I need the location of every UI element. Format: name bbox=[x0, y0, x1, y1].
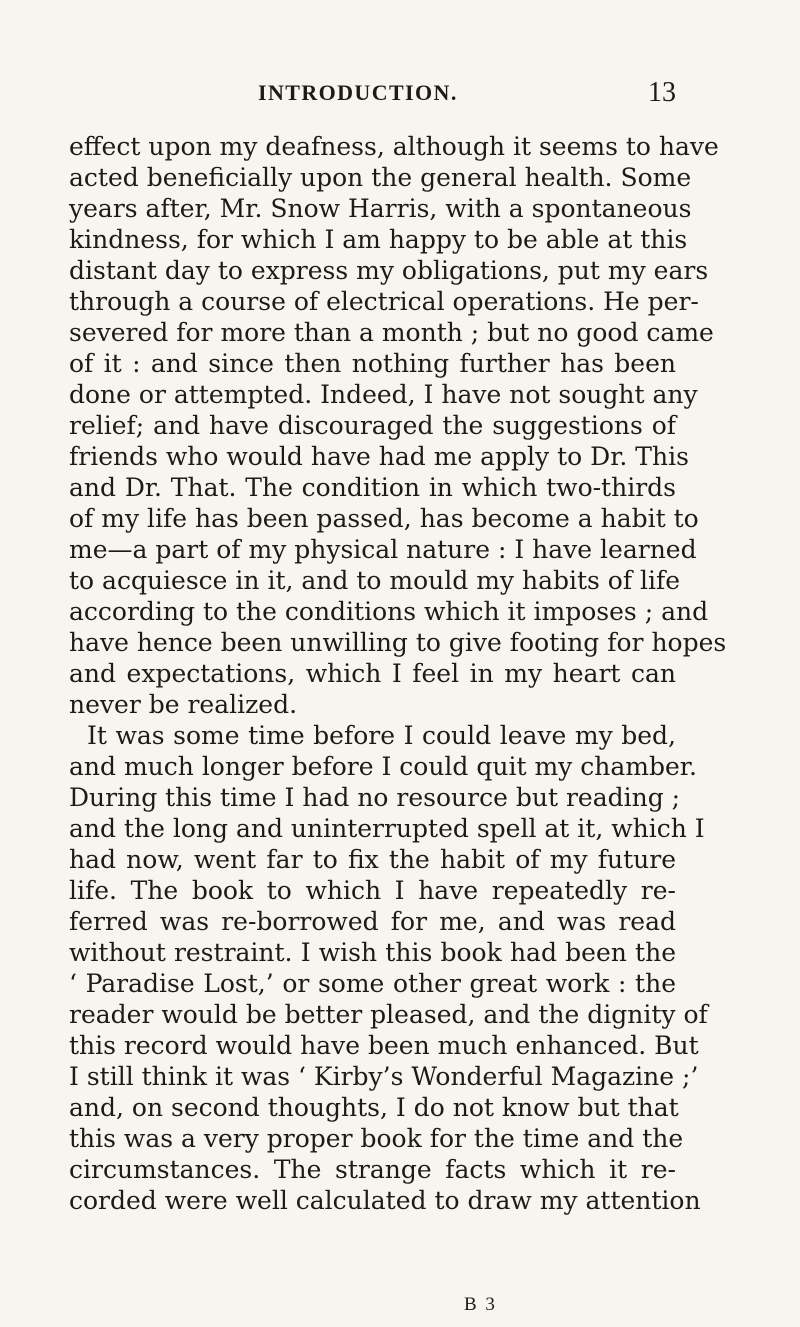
text-line: severed for more than a month ; but no good came bbox=[69, 318, 714, 347]
text-line: and much longer before I could quit my chamber. bbox=[69, 752, 697, 781]
text-line: this was a very proper book for the time and the bbox=[69, 1124, 684, 1153]
text-line: circumstances. The strange facts which it re- bbox=[69, 1155, 676, 1184]
text-line: to acquiesce in it, and to mould my habits of life bbox=[69, 566, 681, 595]
text-line: done or attempted. Indeed, I have not sought any bbox=[69, 380, 698, 409]
text-line: I still think it was ‘ Kirby’s Wonderful Magazine ;’ bbox=[69, 1062, 699, 1091]
text-line: me—a part of my physical nature : I have learned bbox=[69, 535, 697, 564]
text-line: according to the conditions which it imposes ; and bbox=[69, 597, 709, 626]
text-line: acted beneficially upon the general health. Some bbox=[69, 163, 692, 192]
signature-mark: B 3 bbox=[464, 1294, 497, 1315]
text-line: had now, went far to fix the habit of my future bbox=[69, 845, 676, 874]
text-line: and the long and uninterrupted spell at it, which I bbox=[69, 814, 705, 843]
page-number: 13 bbox=[648, 77, 676, 108]
text-line: years after, Mr. Snow Harris, with a spontaneous bbox=[69, 194, 692, 223]
text-line: and, on second thoughts, I do not know but that bbox=[69, 1093, 679, 1122]
text-line: through a course of electrical operations. He per- bbox=[69, 287, 699, 316]
text-line: relief; and have discouraged the suggestions of bbox=[69, 411, 676, 440]
text-line: reader would be better pleased, and the dignity of bbox=[69, 1000, 708, 1029]
text-line: effect upon my deafness, although it seems to have bbox=[69, 132, 719, 161]
text-line: and Dr. That. The condition in which two-thirds bbox=[69, 473, 676, 502]
text-line: life. The book to which I have repeatedly re- bbox=[69, 876, 676, 905]
text-line: and expectations, which I feel in my heart can bbox=[69, 659, 676, 688]
text-line: have hence been unwilling to give footing for hopes bbox=[69, 628, 727, 657]
text-line: never be realized. bbox=[69, 690, 298, 719]
text-line: corded were well calculated to draw my attention bbox=[69, 1186, 701, 1215]
text-line: kindness, for which I am happy to be able at this bbox=[69, 225, 688, 254]
page-header bbox=[258, 77, 676, 112]
text-line: friends who would have had me apply to Dr. This bbox=[69, 442, 689, 471]
text-line: distant day to express my obligations, put my ears bbox=[69, 256, 709, 285]
paragraph-first-line: It was some time before I could leave my bed, bbox=[87, 721, 676, 750]
text-line: During this time I had no resource but reading ; bbox=[69, 783, 681, 812]
text-line: ‘ Paradise Lost,’ or some other great work : the bbox=[69, 969, 676, 998]
text-line: ferred was re-borrowed for me, and was read bbox=[69, 907, 676, 936]
text-line: without restraint. I wish this book had been the bbox=[69, 938, 676, 967]
text-line: of my life has been passed, has become a habit to bbox=[69, 504, 699, 533]
running-head: INTRODUCTION. bbox=[258, 80, 458, 105]
text-line: this record would have been much enhanced. But bbox=[69, 1031, 699, 1060]
text-line: of it : and since then nothing further has been bbox=[69, 349, 676, 378]
body-text bbox=[69, 131, 727, 1216]
